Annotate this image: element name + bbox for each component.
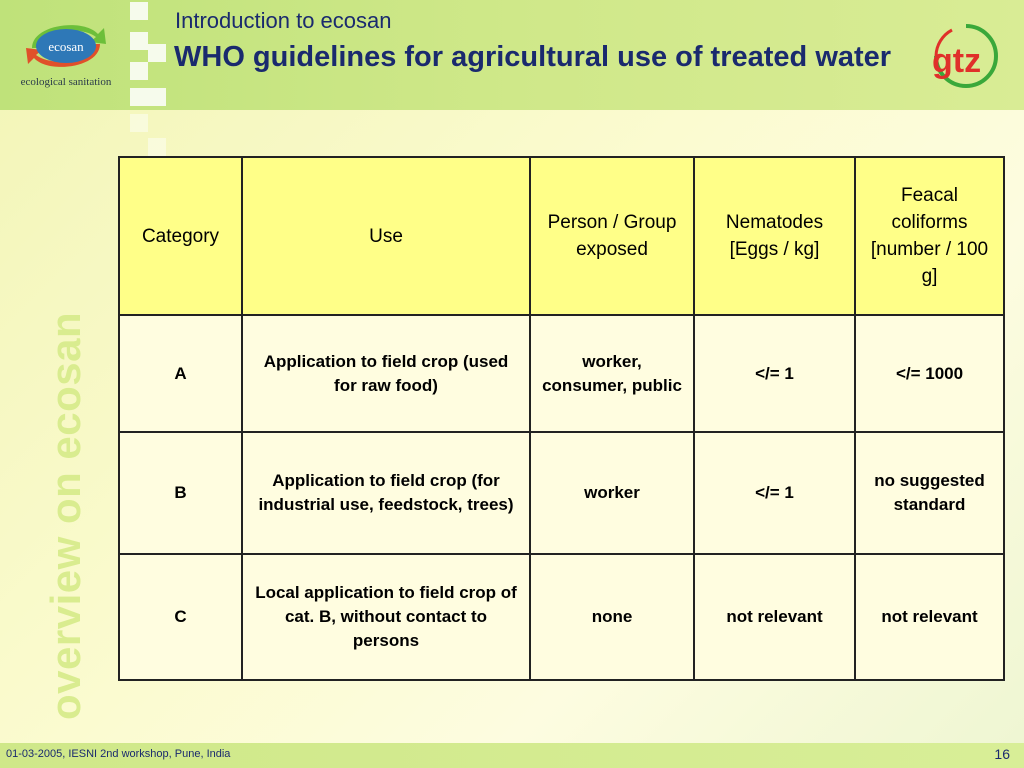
ecosan-logo: [14, 14, 118, 98]
cell-use: Application to field crop (for industrial use, feedstock, trees): [242, 432, 530, 554]
cell-feacal-coliforms: not relevant: [855, 554, 1004, 680]
header-nematodes: Nematodes [Eggs / kg]: [694, 157, 855, 315]
cell-person-group: worker, consumer, public: [530, 315, 694, 432]
table-row: [119, 315, 1004, 432]
decor-square: [130, 88, 148, 106]
cell-person-group: worker: [530, 432, 694, 554]
gtz-logo-icon: [922, 22, 1010, 88]
cell-nematodes: not relevant: [694, 554, 855, 680]
table-row: [119, 554, 1004, 680]
slide-title: WHO guidelines for agricultural use of treated water: [174, 41, 892, 73]
cell-category: C: [119, 554, 242, 680]
cell-category: A: [119, 315, 242, 432]
logo-name: ecosan: [48, 39, 84, 54]
header-feacal-coliforms: Feacal coliforms [number / 100 g]: [855, 157, 1004, 315]
header-person-group-exposed: Person / Group exposed: [530, 157, 694, 315]
cell-nematodes: </= 1: [694, 432, 855, 554]
slide-subtitle: Introduction to ecosan: [175, 8, 392, 33]
gtz-logo: [922, 22, 1010, 88]
footer-band: [0, 743, 1024, 768]
decor-square: [130, 62, 148, 80]
decor-square: [148, 44, 166, 62]
who-guidelines-table: [118, 156, 1005, 681]
cell-feacal-coliforms: </= 1000: [855, 315, 1004, 432]
header-use: Use: [242, 157, 530, 315]
cell-category: B: [119, 432, 242, 554]
decor-square: [130, 2, 148, 20]
table-header-row: [119, 157, 1004, 315]
gtz-text: gtz: [932, 42, 982, 80]
footer-text: 01-03-2005, IESNI 2nd workshop, Pune, India: [6, 748, 231, 760]
decor-square: [148, 88, 166, 106]
logo-tagline: ecological sanitation: [20, 76, 112, 88]
header-category: Category: [119, 157, 242, 315]
cell-use: Application to field crop (used for raw food): [242, 315, 530, 432]
cell-person-group: none: [530, 554, 694, 680]
cell-feacal-coliforms: no suggested standard: [855, 432, 1004, 554]
ecosan-logo-icon: [14, 14, 118, 76]
decor-square: [130, 114, 148, 132]
page-number: 16: [994, 746, 1010, 762]
cell-use: Local application to field crop of cat. B, without contact to persons: [242, 554, 530, 680]
side-vertical-text: overview on ecosan: [42, 311, 89, 720]
decor-square: [130, 32, 148, 50]
table-row: [119, 432, 1004, 554]
cell-nematodes: </= 1: [694, 315, 855, 432]
decor-square: [148, 138, 166, 156]
